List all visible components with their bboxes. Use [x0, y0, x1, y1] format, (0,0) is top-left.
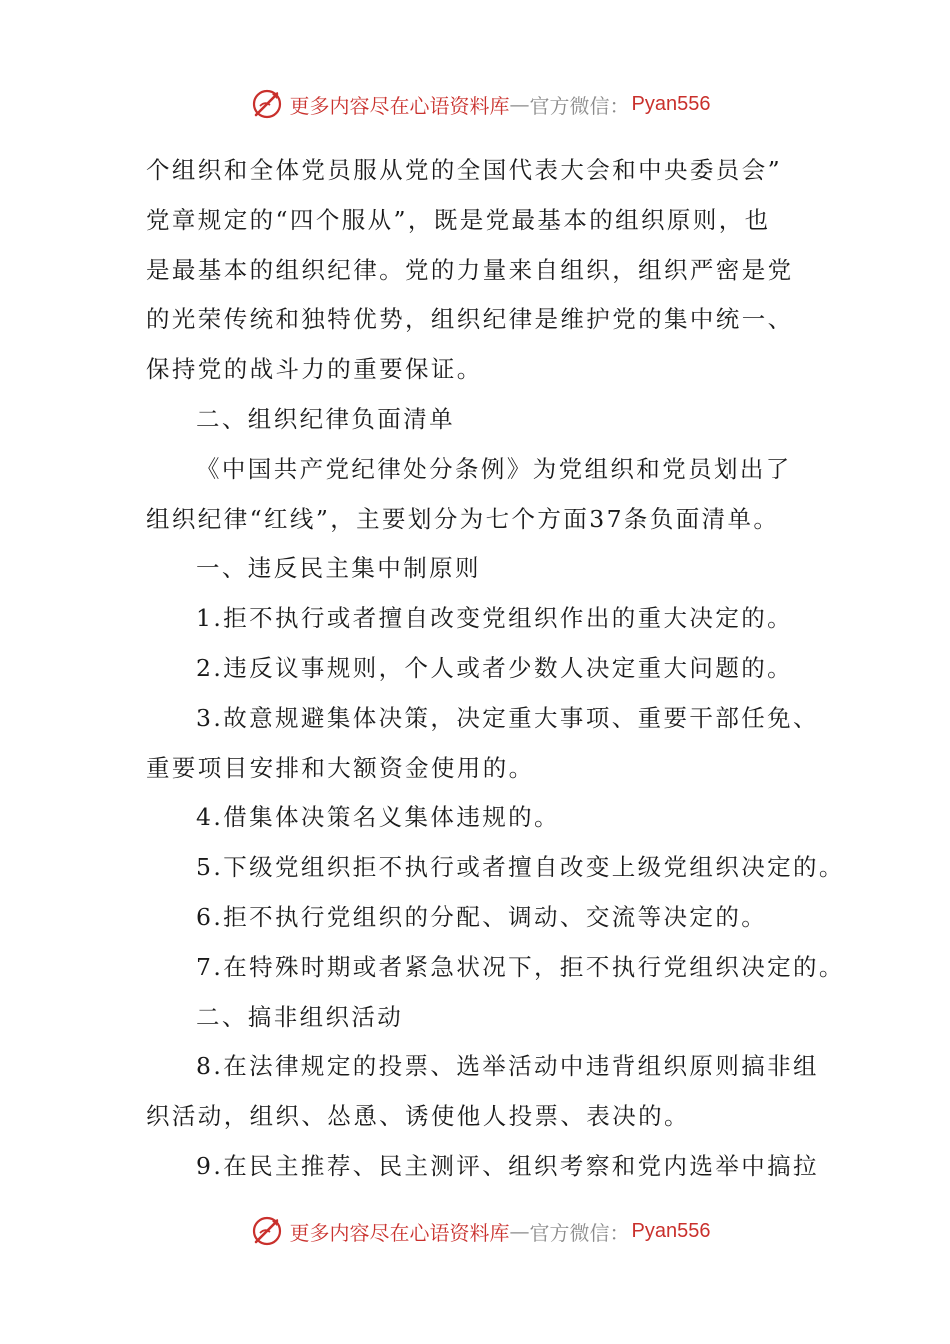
header-banner-label: 官方微信： [529, 93, 630, 118]
list-item: 8.在法律规定的投票、选举活动中违背组织原则搞非组 [196, 1052, 819, 1081]
body-line: 的光荣传统和独特优势，组织纪律是维护党的集中统一、 [146, 305, 794, 334]
list-item: 9.在民主推荐、民主测评、组织考察和党内选举中搞拉 [196, 1151, 819, 1180]
pen-logo-icon [250, 1214, 284, 1248]
list-item: 6.拒不执行党组织的分配、调动、交流等决定的。 [196, 902, 768, 931]
list-item: 3.故意规避集体决策，决定重大事项、重要干部任免、 [196, 703, 819, 732]
footer-banner [0, 1211, 950, 1251]
body-line: 《中国共产党纪律处分条例》为党组织和党员划出了 [196, 454, 792, 483]
header-banner-dash: — [509, 92, 530, 116]
list-item-continuation: 织活动，组织、怂恿、诱使他人投票、表决的。 [146, 1102, 690, 1131]
subsection-heading: 二、搞非组织活动 [196, 1002, 404, 1031]
section-heading: 二、组织纪律负面清单 [196, 404, 455, 433]
footer-banner-dash: — [509, 1219, 530, 1243]
list-item: 7.在特殊时期或者紧急状况下，拒不执行党组织决定的。 [196, 952, 845, 981]
footer-banner-label: 官方微信： [529, 1220, 630, 1245]
footer-banner-content [250, 1214, 711, 1248]
list-item: 1.拒不执行或者擅自改变党组织作出的重大决定的。 [196, 604, 794, 633]
body-line: 保持党的战斗力的重要保证。 [146, 355, 483, 384]
list-item: 2.违反议事规则，个人或者少数人决定重大问题的。 [196, 653, 794, 682]
header-banner-main-text: 更多内容尽在心语资料库 [289, 93, 510, 118]
document-body [146, 146, 845, 1192]
body-line: 个组织和全体党员服从党的全国代表大会和中央委员会” [146, 156, 783, 184]
list-item-continuation: 重要项目安排和大额资金使用的。 [146, 753, 535, 782]
header-banner-wechat-id: Pyan556 [631, 92, 711, 115]
header-banner-content [250, 87, 711, 121]
footer-banner-main-text: 更多内容尽在心语资料库 [289, 1220, 510, 1245]
header-banner [0, 84, 950, 124]
list-item: 5.下级党组织拒不执行或者擅自改变上级党组织决定的。 [196, 853, 845, 882]
body-line: 组织纪律“红线”，主要划分为七个方面37条负面清单。 [146, 504, 780, 533]
body-line: 党章规定的“四个服从”，既是党最基本的组织原则，也 [146, 205, 771, 234]
body-line: 是最基本的组织纪律。党的力量来自组织，组织严密是党 [146, 255, 794, 284]
list-item: 4.借集体决策名义集体违规的。 [196, 803, 560, 832]
pen-logo-icon [250, 87, 284, 121]
subsection-heading: 一、违反民主集中制原则 [196, 554, 481, 583]
footer-banner-wechat-id: Pyan556 [631, 1219, 711, 1242]
